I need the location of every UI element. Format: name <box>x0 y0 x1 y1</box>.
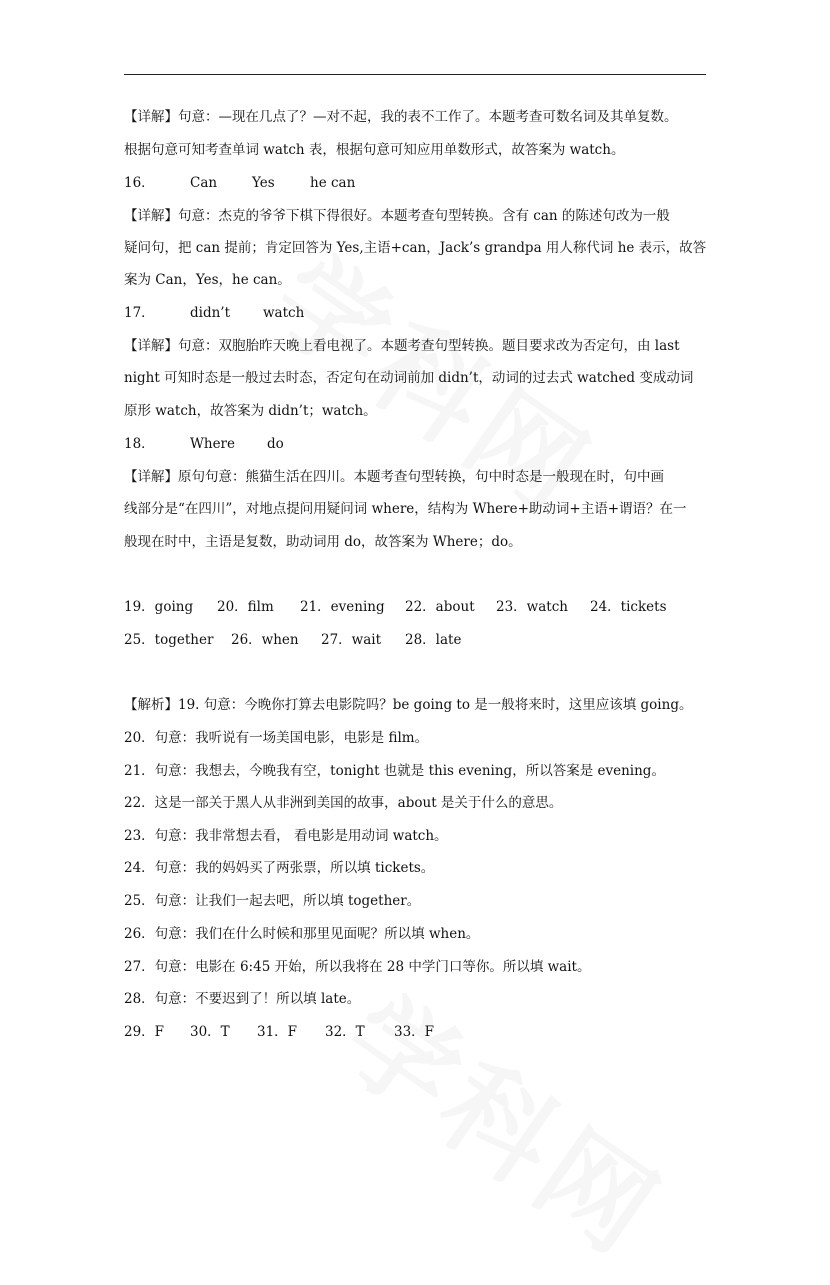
answer-item: 24．tickets <box>590 599 667 615</box>
detail-q15-line1: 【详解】句意：—现在几点了？—对不起，我的表不工作了。本题考查可数名词及其单复数。 <box>124 109 678 125</box>
answer-item: 23．watch <box>496 599 568 615</box>
answer-item: 33．F <box>394 1024 435 1040</box>
answer-blank: Where <box>190 436 236 452</box>
answer-item: 29．F <box>124 1024 165 1040</box>
detail-q17-line2: night 可知时态是一般过去时态，否定句在动词前加 didn’t，动词的过去式 watched 变成动词 <box>124 370 694 386</box>
detail-q16-line2: 疑问句，把 can 提前；肯定回答为 Yes,主语+can，Jack’s grandpa 用人称代词 he 表示，故答 <box>124 240 707 256</box>
analysis-line: 27．句意：电影在 6:45 开始，所以我将在 28 中学门口等你。所以填 wait。 <box>124 959 591 975</box>
analysis-line: 23．句意：我非常想去看， 看电影是用动词 watch。 <box>124 828 448 844</box>
analysis-line: 26．句意：我们在什么时候和那里见面呢？所以填 when。 <box>124 926 480 942</box>
answer-item: 26．when <box>231 632 299 648</box>
detail-q18-line1: 【详解】原句句意：熊猫生活在四川。本题考查句型转换，句中时态是一般现在时，句中画 <box>124 469 664 485</box>
header-rule <box>124 74 706 75</box>
answer-item: 27．wait <box>321 632 382 648</box>
analysis-line: 21．句意：我想去，今晚我有空，tonight 也就是 this evening，所以答案是 evening。 <box>124 763 665 779</box>
question-number: 18． <box>124 436 155 452</box>
analysis-line: 20．句意：我听说有一场美国电影，电影是 film。 <box>124 730 429 746</box>
question-number: 17． <box>124 305 155 321</box>
answer-item: 22．about <box>405 599 475 615</box>
analysis-line: 【解析】19. 句意：今晚你打算去电影院吗？be going to 是一般将来时，这里应该填 going。 <box>124 697 693 713</box>
analysis-line: 24．句意：我的妈妈买了两张票，所以填 tickets。 <box>124 860 435 876</box>
answer-blank: watch <box>263 305 305 321</box>
analysis-line: 28．句意：不要迟到了！所以填 late。 <box>124 991 361 1007</box>
answer-blank: he can <box>310 175 356 191</box>
detail-q18-line3: 般现在时中，主语是复数，助动词用 do，故答案为 Where；do。 <box>124 534 522 550</box>
analysis-line: 25．句意：让我们一起去吧，所以填 together。 <box>124 893 421 909</box>
answer-item: 28．late <box>405 632 462 648</box>
detail-q17-line1: 【详解】句意：双胞胎昨天晚上看电视了。本题考查句型转换。题目要求改为否定句，由 last <box>124 338 680 354</box>
detail-q16-line1: 【详解】句意：杰克的爷爷下棋下得很好。本题考查句型转换。含有 can 的陈述句改为一般 <box>124 208 670 224</box>
answer-item: 31．F <box>257 1024 298 1040</box>
answer-blank: didn’t <box>190 305 231 321</box>
analysis-line: 22．这是一部关于黑人从非洲到美国的故事，about 是关于什么的意思。 <box>124 795 563 811</box>
answer-item: 30．T <box>190 1024 230 1040</box>
answer-item: 25．together <box>124 632 214 648</box>
answer-item: 21．evening <box>300 599 385 615</box>
answer-item: 19．going <box>124 599 194 615</box>
answer-item: 32．T <box>325 1024 365 1040</box>
detail-q16-line3: 案为 Can，Yes，he can。 <box>124 272 291 288</box>
detail-q18-line2: 线部分是“在四川”，对地点提问用疑问词 where，结构为 Where+助动词+主语+谓语？在一 <box>124 501 687 517</box>
detail-q17-line3: 原形 watch，故答案为 didn’t；watch。 <box>124 403 377 419</box>
detail-q15-line2: 根据句意可知考查单词 watch 表，根据句意可知应用单数形式，故答案为 watch。 <box>124 142 625 158</box>
question-number: 16． <box>124 175 155 191</box>
answer-blank: Can <box>190 175 218 191</box>
answer-blank: do <box>267 436 284 452</box>
answer-item: 20．film <box>217 599 274 615</box>
answer-blank: Yes <box>252 175 275 191</box>
